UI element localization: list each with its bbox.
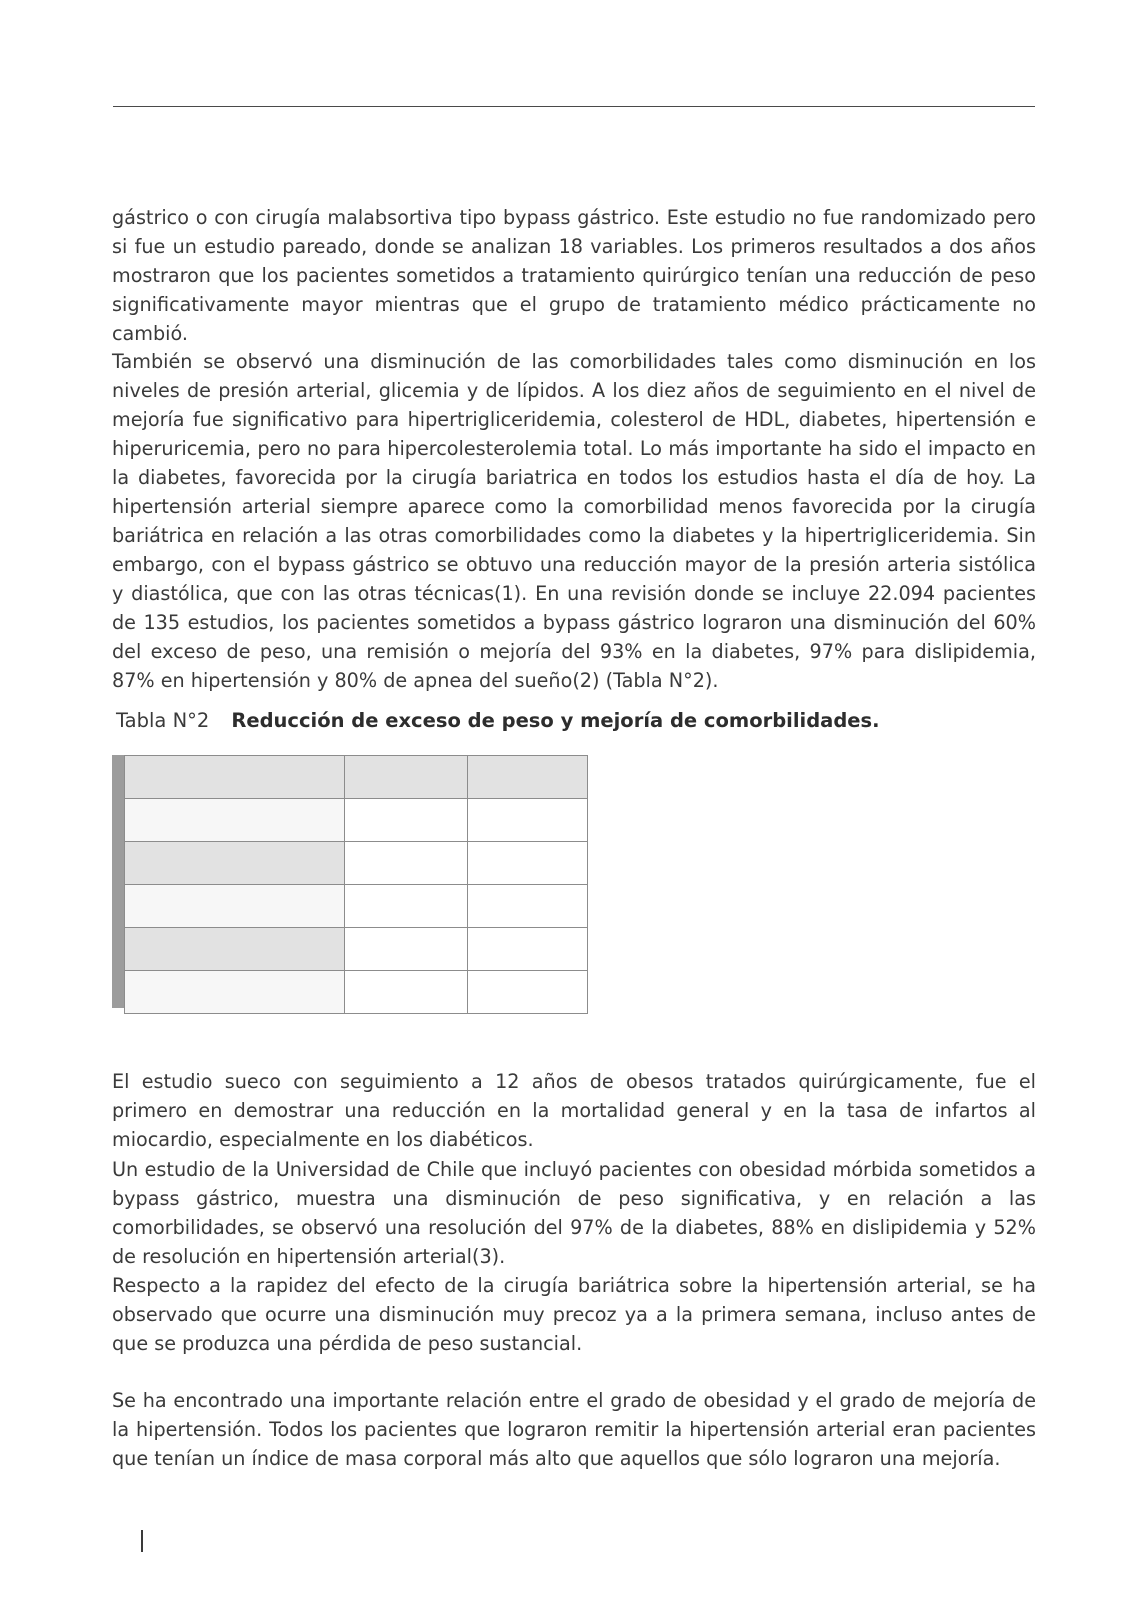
paragraph-1: gástrico o con cirugía malabsortiva tipo bypass gástrico. Este estudio no fue randomizado pero si fue un estudio pareado, donde se analizan 18 variables. Los primeros resultados a dos años mostraron que los pacientes sometidos a tratamiento quirúrgico tenían una reducción de peso significativamente mayor mientras que el grupo de tratamiento médico prácticamente no cambió. [112,206,1036,345]
paragraph-4: Un estudio de la Universidad de Chile que incluyó pacientes con obesidad mórbida sometidos a bypass gástrico, muestra una disminución de peso significativa, y en relación a las comorbilidades, se observó una resolución del 97% de la diabetes, 88% en dislipidemia y 52% de resolución en hipertensión arterial(3). [112,1158,1036,1268]
table-cell [468,885,588,928]
table-cell [468,928,588,971]
table-header-cell [125,756,345,799]
paragraph-6: Se ha encontrado una importante relación entre el grado de obesidad y el grado de mejoría de la hipertensión. Todos los pacientes que lograron remitir la hipertensión arterial eran pacientes que tenían un índice de masa corporal más alto que aquellos que sólo lograron una mejoría. [112,1389,1036,1470]
table-caption-number: Tabla N°2 [116,709,210,732]
table-caption-title: Reducción de exceso de peso y mejoría de comorbilidades. [231,709,880,732]
table-row [125,971,588,1014]
table-cell [125,885,345,928]
comorbidities-table [124,755,588,1014]
table-cell [345,885,468,928]
table-cell [345,928,468,971]
header-rule [113,106,1035,107]
table-cell [125,799,345,842]
table-cell [468,842,588,885]
table-row [125,885,588,928]
table-cell [125,842,345,885]
table-row [125,799,588,842]
table-cell [125,928,345,971]
table-side-bar [112,755,124,1008]
paragraph-2: También se observó una disminución de las comorbilidades tales como disminución en los niveles de presión arterial, glicemia y de lípidos. A los diez años de seguimiento en el nivel de mejoría fue significativo para hipertrigliceridemia, colesterol de HDL, diabetes, hipertensión e hiperuricemia, pero no para hipercolesterolemia total. Lo más importante ha sido el impacto en la diabetes, favorecida por la cirugía bariatrica en todos los estudios hasta el día de hoy. La hipertensión arterial siempre aparece como la comorbilidad menos favorecida por la cirugía bariátrica en relación a las otras comorbilidades como la diabetes y la hipertrigliceridemia. Sin embargo, con el bypass gástrico se obtuvo una reducción mayor de la presión arteria sistólica y diastólica, que con las otras técnicas(1). En una revisión donde se incluye 22.094 pacientes de 135 estudios, los pacientes sometidos a bypass gástrico lograron una disminución del 60% del exceso de peso, una remisión o mejoría del 93% en la diabetes, 97% para dislipidemia, 87% en hipertensión y 80% de apnea del sueño(2) (Tabla N°2). [112,350,1036,692]
table-header-row [125,756,588,799]
table-cell [345,971,468,1014]
table-cell [125,971,345,1014]
table-cell [345,842,468,885]
table-container [112,755,587,1008]
paragraph-5: Respecto a la rapidez del efecto de la cirugía bariátrica sobre la hipertensión arterial, se ha observado que ocurre una disminución muy precoz ya a la primera semana, incluso antes de que se produzca una pérdida de peso sustancial. [112,1274,1036,1355]
table-cell [345,799,468,842]
table-caption [116,708,880,734]
page-number-mark [141,1530,143,1552]
paragraph-3: El estudio sueco con seguimiento a 12 años de obesos tratados quirúrgicamente, fue el primero en demostrar una reducción en la mortalidad general y en la tasa de infartos al miocardio, especialmente en los diabéticos. [112,1070,1036,1151]
table-row [125,928,588,971]
table-row [125,842,588,885]
table-cell [468,799,588,842]
table-header-cell [468,756,588,799]
table-cell [468,971,588,1014]
table-header-cell [345,756,468,799]
